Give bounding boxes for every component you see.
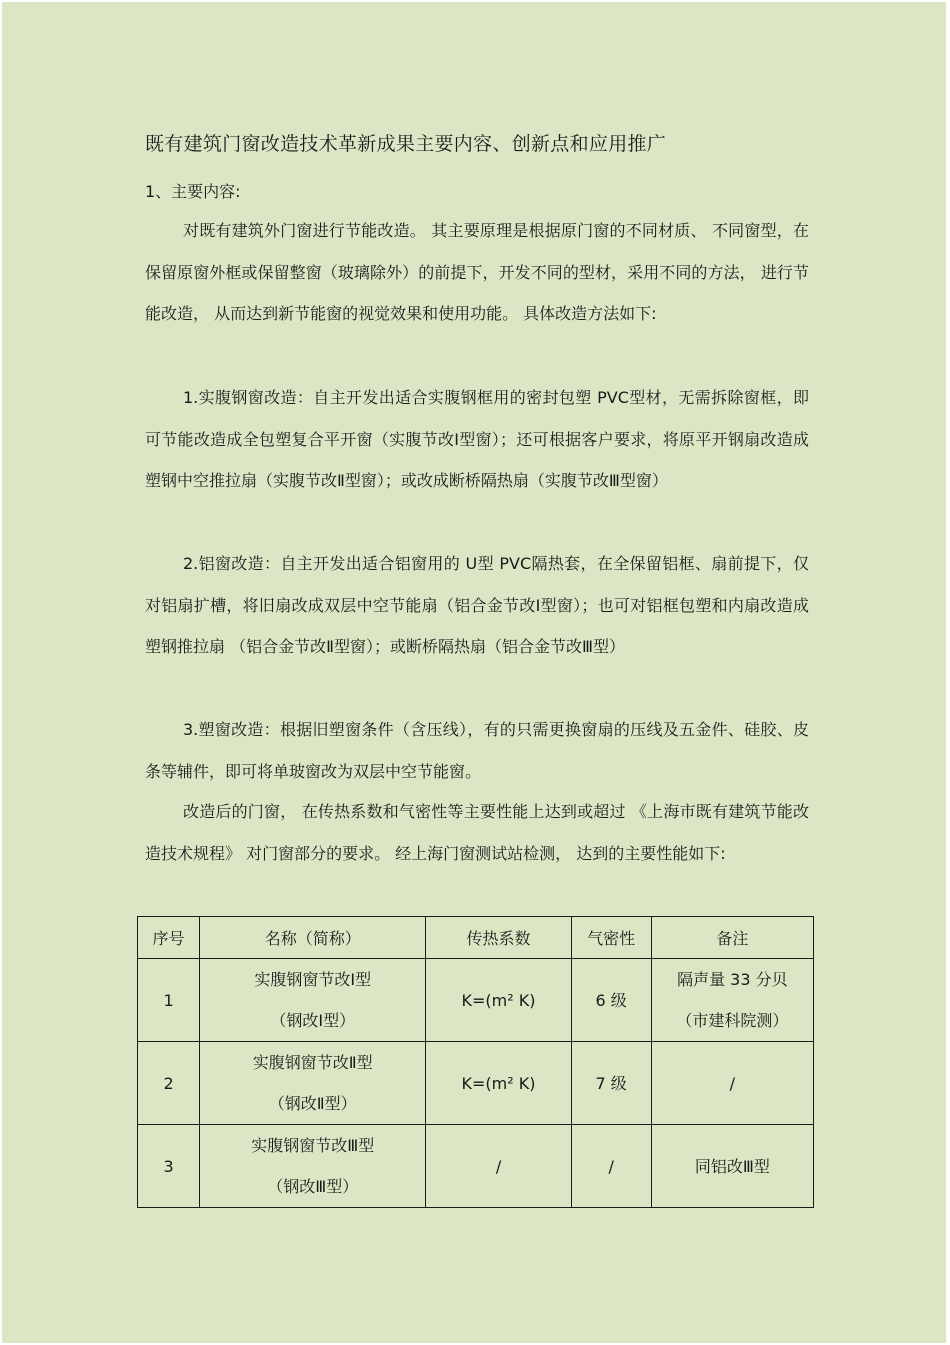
cell-name xyxy=(200,959,426,1042)
header-k: 传热系数 xyxy=(426,917,571,959)
cell-k: / xyxy=(426,1125,571,1208)
header-no: 序号 xyxy=(138,917,200,959)
table-row xyxy=(138,959,814,1042)
cell-air: / xyxy=(571,1125,651,1208)
performance-table xyxy=(137,916,814,1208)
cell-no: 2 xyxy=(138,1042,200,1125)
cell-no: 3 xyxy=(138,1125,200,1208)
cell-k: K=(m² K) xyxy=(426,1042,571,1125)
document-title: 既有建筑门窗改造技术革新成果主要内容、创新点和应用推广 xyxy=(145,133,667,155)
cell-name-line2: （钢改Ⅱ型） xyxy=(268,1094,357,1113)
cell-name xyxy=(200,1042,426,1125)
header-name: 名称（简称） xyxy=(200,917,426,959)
cell-air: 7 级 xyxy=(571,1042,651,1125)
cell-note: / xyxy=(651,1042,813,1125)
cell-name xyxy=(200,1125,426,1208)
cell-note-line2: （市建科院测） xyxy=(676,1011,789,1030)
cell-air: 6 级 xyxy=(571,959,651,1042)
paragraph-steel-window: 1.实腹钢窗改造：自主开发出适合实腹钢框用的密封包塑 PVC型材，无需拆除窗框，即可节能改造成全包塑复合平开窗（实腹节改Ⅰ型窗）；还可根据客户要求，将原平开钢扇改造成塑钢中空推拉扇（实腹节改Ⅱ型窗）；或改成断桥隔热扇（实腹节改Ⅲ型窗） xyxy=(145,388,809,490)
table-row xyxy=(138,1125,814,1208)
section-heading: 1、主要内容: xyxy=(145,182,241,201)
cell-note: 同铝改Ⅲ型 xyxy=(651,1125,813,1208)
cell-name-line1: 实腹钢窗节改Ⅱ型 xyxy=(252,1053,373,1072)
paragraph-result: 改造后的门窗， 在传热系数和气密性等主要性能上达到或超过 《上海市既有建筑节能改造技术规程》 对门窗部分的要求。 经上海门窗测试站检测， 达到的主要性能如下: xyxy=(145,802,809,863)
cell-no: 1 xyxy=(138,959,200,1042)
header-note: 备注 xyxy=(651,917,813,959)
paragraph-aluminum-window: 2.铝窗改造：自主开发出适合铝窗用的 U型 PVC隔热套，在全保留铝框、扇前提下，仅对铝扇扩槽，将旧扇改成双层中空节能扇（铝合金节改Ⅰ型窗）；也可对铝框包塑和内扇改造成塑钢推拉扇 （铝合金节改Ⅱ型窗）；或断桥隔热扇（铝合金节改Ⅲ型） xyxy=(145,554,809,656)
paragraph-intro: 对既有建筑外门窗进行节能改造。 其主要原理是根据原门窗的不同材质、 不同窗型，在保留原窗外框或保留整窗（玻璃除外）的前提下，开发不同的型材，采用不同的方法， 进行节能改造， 从而达到新节能窗的视觉效果和使用功能。 具体改造方法如下: xyxy=(145,221,809,323)
cell-k: K=(m² K) xyxy=(426,959,571,1042)
cell-name-line1: 实腹钢窗节改Ⅰ型 xyxy=(254,970,372,989)
table-header-row xyxy=(138,917,814,959)
header-air: 气密性 xyxy=(571,917,651,959)
table-row xyxy=(138,1042,814,1125)
cell-note xyxy=(651,959,813,1042)
cell-name-line2: （钢改Ⅰ型） xyxy=(270,1011,356,1030)
cell-name-line1: 实腹钢窗节改Ⅲ型 xyxy=(251,1136,375,1155)
paragraph-plastic-window: 3.塑窗改造：根据旧塑窗条件（含压线），有的只需更换窗扇的压线及五金件、硅胶、皮条等辅件，即可将单玻窗改为双层中空节能窗。 xyxy=(145,720,809,781)
cell-name-line2: （钢改Ⅲ型） xyxy=(267,1177,359,1196)
cell-note-line1: 隔声量 33 分贝 xyxy=(677,970,788,989)
